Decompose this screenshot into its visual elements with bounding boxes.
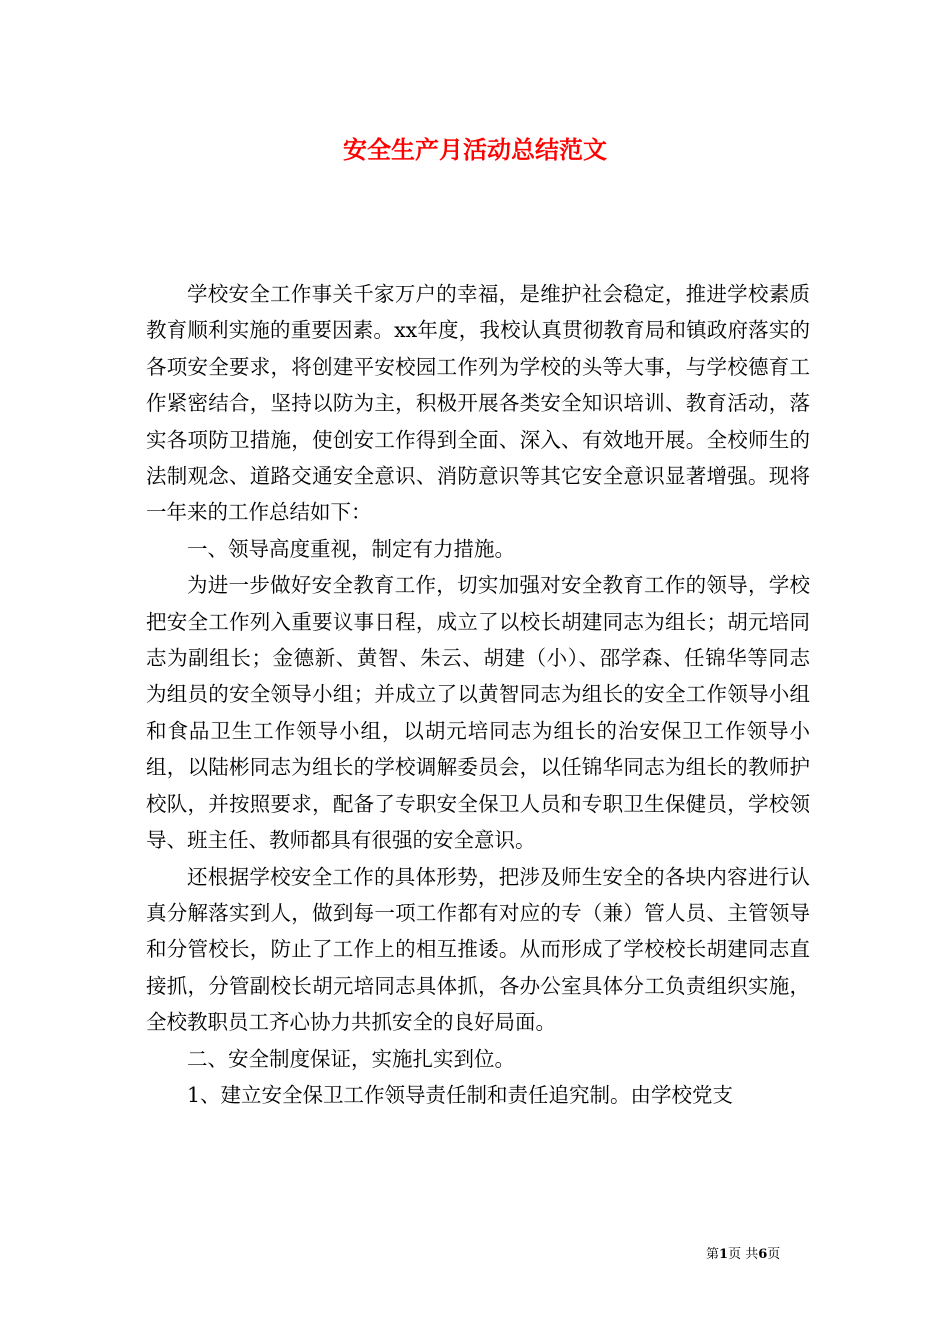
paragraph-item-1: 1、建立安全保卫工作领导责任制和责任追究制。由学校党支 <box>187 1082 734 1107</box>
section-heading-2: 二、安全制度保证，实施扎实到位。 <box>187 1046 515 1071</box>
footer-prefix: 第 <box>706 1247 720 1262</box>
document-title: 安全生产月活动总结范文 <box>343 135 607 164</box>
paragraph-leadership: 为进一步做好安全教育工作，切实加强对安全教育工作的领导，学校把安全工作列入重要议事日程，成立了以校长胡建同志为组长；胡元培同志为副组长；金德新、黄智、朱云、胡建（小）、邵学森、任锦华等同志为组员的安全领导小组；并成立了以黄智同志为组长的安全工作领导小组和食品卫生工作领导小组，以胡元培同志为组长的治安保卫工作领导小组，以陆彬同志为组长的学校调解委员会，以任锦华同志为组长的教师护校队，并按照要求，配备了专职安全保卫人员和专职卫生保健员，学校领导、班主任、教师都具有很强的安全意识。 <box>146 573 810 853</box>
paragraph-responsibility: 还根据学校安全工作的具体形势，把涉及师生安全的各块内容进行认真分解落实到人，做到每一项工作都有对应的专（兼）管人员、主管领导和分管校长，防止了工作上的相互推诿。从而形成了学校校长胡建同志直接抓，分管副校长胡元培同志具体抓，各办公室具体分工负责组织实施，全校教职员工齐心协力共抓安全的良好局面。 <box>146 864 810 1035</box>
footer-middle: 页 共 <box>728 1247 759 1262</box>
total-pages-number: 6 <box>758 1247 768 1262</box>
page-footer <box>706 1246 816 1264</box>
document-body <box>146 276 810 1113</box>
footer-suffix: 页 <box>767 1247 781 1262</box>
current-page-number: 1 <box>719 1247 729 1262</box>
paragraph-intro: 学校安全工作事关千家万户的幸福，是维护社会稳定，推进学校素质教育顺利实施的重要因素。xx年度，我校认真贯彻教育局和镇政府落实的各项安全要求，将创建平安校园工作列为学校的头等大事，与学校德育工作紧密结合，坚持以防为主，积极开展各类安全知识培训、教育活动，落实各项防卫措施，使创安工作得到全面、深入、有效地开展。全校师生的法制观念、道路交通安全意识、消防意识等其它安全意识显著增强。现将一年来的工作总结如下： <box>146 282 810 525</box>
section-heading-1: 一、领导高度重视，制定有力措施。 <box>187 536 515 561</box>
